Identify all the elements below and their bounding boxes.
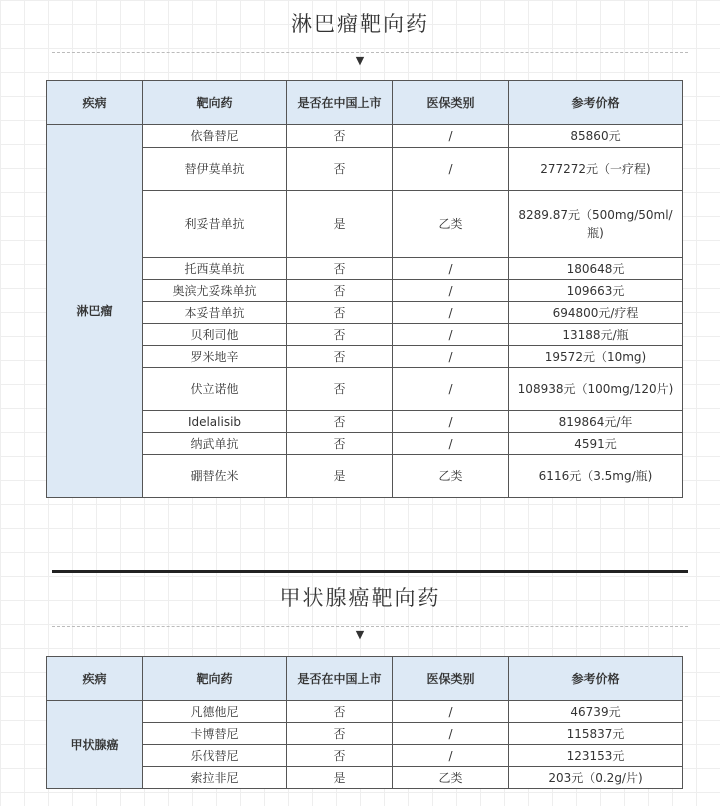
insurance-cell: / (393, 745, 509, 767)
table-row (47, 368, 683, 411)
price-cell: 19572元（10mg) (509, 346, 683, 368)
drug-cell: 替伊莫单抗 (143, 148, 287, 191)
lymphoma-drug-table (46, 80, 683, 498)
price-cell: 277272元（一疗程) (509, 148, 683, 191)
insurance-cell: / (393, 125, 509, 148)
price-cell: 180648元 (509, 258, 683, 280)
header-disease: 疾病 (47, 657, 143, 701)
listed-cell: 否 (287, 125, 393, 148)
listed-cell: 否 (287, 258, 393, 280)
drug-cell: 卡博替尼 (143, 723, 287, 745)
listed-cell: 是 (287, 191, 393, 258)
drug-cell: 托西莫单抗 (143, 258, 287, 280)
header-price: 参考价格 (509, 81, 683, 125)
drug-cell: 依鲁替尼 (143, 125, 287, 148)
listed-cell: 否 (287, 324, 393, 346)
listed-cell: 否 (287, 701, 393, 723)
insurance-cell: / (393, 302, 509, 324)
insurance-cell: 乙类 (393, 191, 509, 258)
table-row (47, 280, 683, 302)
insurance-cell: / (393, 368, 509, 411)
drug-cell: 凡德他尼 (143, 701, 287, 723)
table-row (47, 148, 683, 191)
price-cell: 8289.87元（500mg/50ml/瓶) (509, 191, 683, 258)
title-divider (52, 626, 688, 627)
table-row (47, 701, 683, 723)
price-cell: 4591元 (509, 433, 683, 455)
title-divider (52, 52, 688, 53)
drug-cell: 纳武单抗 (143, 433, 287, 455)
table-row (47, 745, 683, 767)
listed-cell: 否 (287, 368, 393, 411)
drug-cell: 伏立诺他 (143, 368, 287, 411)
insurance-cell: / (393, 280, 509, 302)
insurance-cell: / (393, 258, 509, 280)
down-arrow-icon: ▼ (355, 54, 365, 67)
header-listed: 是否在中国上市 (287, 81, 393, 125)
table-row (47, 433, 683, 455)
insurance-cell: / (393, 723, 509, 745)
drug-cell: 本妥昔单抗 (143, 302, 287, 324)
insurance-cell: / (393, 411, 509, 433)
drug-cell: 贝利司他 (143, 324, 287, 346)
disease-cell: 淋巴瘤 (47, 125, 143, 498)
insurance-cell: / (393, 324, 509, 346)
price-cell: 108938元（100mg/120片) (509, 368, 683, 411)
table-row (47, 346, 683, 368)
insurance-cell: / (393, 433, 509, 455)
price-cell: 694800元/疗程 (509, 302, 683, 324)
section-divider (52, 570, 688, 573)
insurance-cell: / (393, 148, 509, 191)
header-insurance: 医保类别 (393, 81, 509, 125)
header-insurance: 医保类别 (393, 657, 509, 701)
listed-cell: 否 (287, 433, 393, 455)
price-cell: 109663元 (509, 280, 683, 302)
drug-cell: 奥滨尤妥珠单抗 (143, 280, 287, 302)
drug-cell: Idelalisib (143, 411, 287, 433)
header-drug: 靶向药 (143, 657, 287, 701)
drug-cell: 利妥昔单抗 (143, 191, 287, 258)
table-header-row (47, 657, 683, 701)
price-cell: 115837元 (509, 723, 683, 745)
price-cell: 203元（0.2g/片) (509, 767, 683, 789)
price-cell: 819864元/年 (509, 411, 683, 433)
price-cell: 6116元（3.5mg/瓶) (509, 455, 683, 498)
header-disease: 疾病 (47, 81, 143, 125)
section-title-thyroid: 甲状腺癌靶向药 (279, 586, 441, 610)
drug-cell: 乐伐替尼 (143, 745, 287, 767)
insurance-cell: 乙类 (393, 767, 509, 789)
down-arrow-icon: ▼ (355, 628, 365, 641)
table-row (47, 411, 683, 433)
disease-cell: 甲状腺癌 (47, 701, 143, 789)
table-row (47, 302, 683, 324)
price-cell: 123153元 (509, 745, 683, 767)
listed-cell: 否 (287, 148, 393, 191)
section-title-lymphoma: 淋巴瘤靶向药 (291, 12, 429, 36)
header-drug: 靶向药 (143, 81, 287, 125)
table-header-row (47, 81, 683, 125)
listed-cell: 否 (287, 411, 393, 433)
table-row (47, 723, 683, 745)
listed-cell: 否 (287, 745, 393, 767)
price-cell: 46739元 (509, 701, 683, 723)
price-cell: 85860元 (509, 125, 683, 148)
drug-cell: 索拉非尼 (143, 767, 287, 789)
drug-cell: 硼替佐米 (143, 455, 287, 498)
insurance-cell: / (393, 346, 509, 368)
listed-cell: 是 (287, 767, 393, 789)
table-row (47, 767, 683, 789)
header-price: 参考价格 (509, 657, 683, 701)
table-row (47, 258, 683, 280)
insurance-cell: 乙类 (393, 455, 509, 498)
table-row (47, 324, 683, 346)
header-listed: 是否在中国上市 (287, 657, 393, 701)
listed-cell: 否 (287, 346, 393, 368)
thyroid-drug-table (46, 656, 683, 789)
listed-cell: 否 (287, 280, 393, 302)
table-row (47, 455, 683, 498)
listed-cell: 是 (287, 455, 393, 498)
listed-cell: 否 (287, 723, 393, 745)
price-cell: 13188元/瓶 (509, 324, 683, 346)
drug-cell: 罗米地辛 (143, 346, 287, 368)
insurance-cell: / (393, 701, 509, 723)
table-row (47, 125, 683, 148)
listed-cell: 否 (287, 302, 393, 324)
table-row (47, 191, 683, 258)
